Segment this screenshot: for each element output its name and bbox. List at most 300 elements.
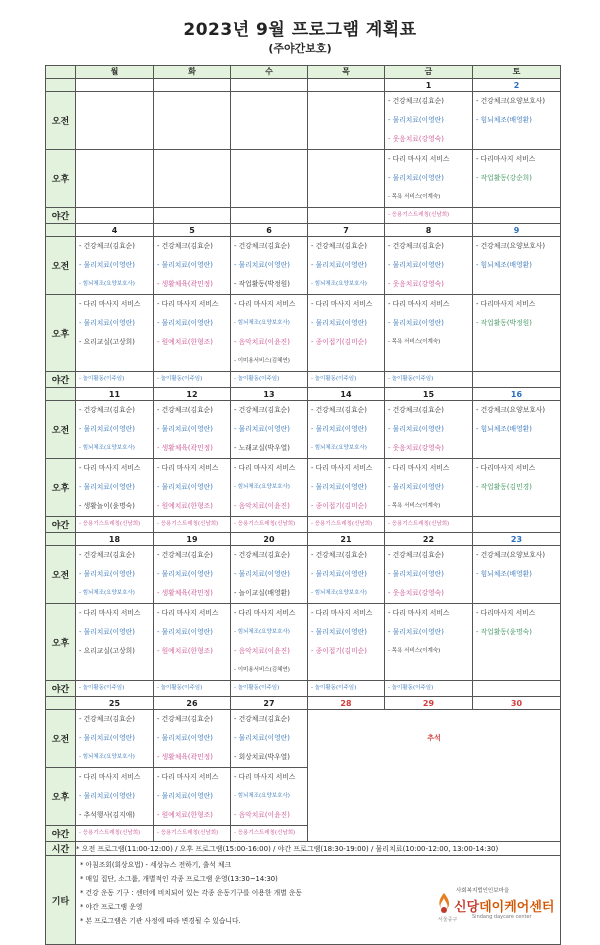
program-cell xyxy=(231,92,308,150)
program-cell xyxy=(473,546,561,604)
program-item: - 다리 마사지 서비스 xyxy=(234,773,296,781)
program-cell xyxy=(308,459,385,517)
empty-slot xyxy=(311,111,384,130)
etc-row xyxy=(46,856,561,945)
empty-slot xyxy=(234,150,307,169)
slot-label-am: 오전 xyxy=(46,710,76,768)
date-cell: 7 xyxy=(308,224,385,237)
night-program xyxy=(476,681,560,696)
program-cell xyxy=(76,459,154,517)
program-item: - 건강체크(김효순) xyxy=(157,406,213,414)
night-program: - 응용기스트레칭(신남희) xyxy=(234,830,296,836)
weekday-header-row xyxy=(46,66,561,79)
logo-organization: 사회복지법인인보마을 xyxy=(456,888,510,894)
empty-slot xyxy=(311,150,384,169)
empty-slot xyxy=(476,275,560,294)
pm-row xyxy=(46,604,561,681)
date-cell: 30 xyxy=(473,697,561,710)
program-cell xyxy=(473,295,561,372)
program-cell xyxy=(154,517,231,533)
empty-slot xyxy=(311,188,384,207)
program-cell xyxy=(154,768,231,826)
program-cell xyxy=(231,150,308,208)
program-cell xyxy=(308,546,385,604)
program-item: - 물리치료(이영란) xyxy=(157,425,213,433)
program-item: - 목욕 서비스(이계숙) xyxy=(388,194,441,200)
date-cell: 25 xyxy=(76,697,154,710)
program-item: - 물리치료(이영란) xyxy=(79,734,135,742)
program-item: - 물리치료(이영란) xyxy=(79,483,135,491)
program-item: - 종이접기(김미순) xyxy=(311,502,367,510)
night-program xyxy=(79,208,153,223)
program-item: - 다리 마사지 서비스 xyxy=(234,464,296,472)
program-item: - 원예치료(한형조) xyxy=(157,647,213,655)
program-item: - 생활체육(곽민정) xyxy=(157,589,213,597)
program-item: - 건강체크(김효순) xyxy=(311,551,367,559)
program-item: - 작업활동(윤명숙) xyxy=(476,628,532,636)
program-item: - 생활놀이(윤명숙) xyxy=(79,502,135,510)
program-cell xyxy=(154,681,231,697)
night-program xyxy=(476,208,560,223)
date-row xyxy=(46,388,561,401)
program-item: - 힘뇌체조(요양보호사) xyxy=(234,629,290,635)
program-cell xyxy=(473,92,561,150)
program-item: - 힘뇌체조(배영환) xyxy=(476,425,532,433)
date-cell: 23 xyxy=(473,533,561,546)
slot-label-am: 오전 xyxy=(46,401,76,459)
empty-slot xyxy=(476,584,560,603)
page-subtitle: (주야간보호) xyxy=(268,42,332,55)
program-item: - 물리치료(이영란) xyxy=(388,116,444,124)
program-cell xyxy=(308,237,385,295)
night-program: - 놀이활동(이주임) xyxy=(79,685,125,691)
program-cell xyxy=(76,546,154,604)
program-item: - 웃음치료(강영숙) xyxy=(388,444,444,452)
program-item: - 다리마사지 서비스 xyxy=(476,155,536,163)
program-item: - 다리 마사지 서비스 xyxy=(388,300,450,308)
program-cell xyxy=(385,150,473,208)
program-cell xyxy=(473,401,561,459)
program-item: - 다리 마사지 서비스 xyxy=(79,300,141,308)
program-item: - 생활체육(곽민정) xyxy=(157,280,213,288)
pm-row xyxy=(46,295,561,372)
program-item: - 물리치료(이영란) xyxy=(157,570,213,578)
program-item: - 물리치료(이영란) xyxy=(388,261,444,269)
night-program: - 응용기스트레칭(신남희) xyxy=(388,212,450,218)
program-item: - 물리치료(이영란) xyxy=(234,734,290,742)
empty-slot xyxy=(476,130,560,149)
program-cell xyxy=(231,546,308,604)
empty-slot xyxy=(476,439,560,458)
date-cell: 12 xyxy=(154,388,231,401)
date-cell: 20 xyxy=(231,533,308,546)
program-item: - 다리마사지 서비스 xyxy=(476,609,536,617)
program-item: - 물리치료(이영란) xyxy=(388,628,444,636)
program-cell xyxy=(308,92,385,150)
program-cell xyxy=(308,295,385,372)
night-program xyxy=(476,372,560,387)
weekday-header: 목 xyxy=(308,66,385,79)
program-cell xyxy=(76,681,154,697)
program-item: - 음악치료(이윤진) xyxy=(234,502,290,510)
date-cell xyxy=(154,79,231,92)
program-item: - 건강체크(김효순) xyxy=(234,715,290,723)
program-item: - 건강체크(김효순) xyxy=(79,242,135,250)
empty-slot xyxy=(79,92,153,111)
slot-label-am: 오전 xyxy=(46,92,76,150)
night-row xyxy=(46,681,561,697)
program-item: - 힘뇌체조(배영환) xyxy=(476,261,532,269)
night-row xyxy=(46,372,561,388)
program-item: - 다리 마사지 서비스 xyxy=(157,300,219,308)
etc-line: * 야간 프로그램 운영 xyxy=(80,903,143,911)
program-cell xyxy=(385,517,473,533)
etc-cell xyxy=(76,856,561,945)
program-cell xyxy=(473,681,561,697)
program-item: - 다리마사지 서비스 xyxy=(476,464,536,472)
program-item: - 다리 마사지 서비스 xyxy=(79,464,141,472)
empty-slot xyxy=(157,150,230,169)
program-item: - 건강체크(김효순) xyxy=(157,551,213,559)
program-item: - 물리치료(이영란) xyxy=(157,261,213,269)
date-cell: 16 xyxy=(473,388,561,401)
empty-slot xyxy=(79,150,153,169)
program-item: - 종이접기(김미순) xyxy=(311,647,367,655)
program-item: - 원예치료(한형조) xyxy=(157,338,213,346)
night-program: - 놀이활동(이주임) xyxy=(388,685,434,691)
slot-label-night: 야간 xyxy=(46,681,76,697)
program-item: - 웃음치료(강영숙) xyxy=(388,589,444,597)
program-item: - 물리치료(이영란) xyxy=(157,792,213,800)
program-item: - 물리치료(이영란) xyxy=(388,425,444,433)
date-cell: 8 xyxy=(385,224,473,237)
program-item: - 놀이교실(배영환) xyxy=(234,589,290,597)
program-item: - 힘뇌체조(배영환) xyxy=(476,570,532,578)
date-cell: 15 xyxy=(385,388,473,401)
program-item: - 힘뇌체조(요양보호사) xyxy=(311,445,367,451)
program-cell xyxy=(154,826,231,842)
program-cell xyxy=(231,710,308,768)
empty-slot xyxy=(157,169,230,188)
program-item: - 힘뇌체조(요양보호사) xyxy=(234,793,290,799)
program-cell xyxy=(154,401,231,459)
program-item: - 힘뇌체조(요양보호사) xyxy=(234,484,290,490)
empty-slot xyxy=(234,188,307,207)
night-program: - 응용기스트레칭(신남희) xyxy=(157,830,219,836)
etc-line: * 아침조회(회상요법) - 세상뉴스 전하기, 출석 체크 xyxy=(80,861,232,869)
date-row-label xyxy=(46,697,76,710)
program-item: - 다리 마사지 서비스 xyxy=(157,464,219,472)
program-cell xyxy=(231,401,308,459)
program-cell xyxy=(231,517,308,533)
program-cell xyxy=(385,295,473,372)
program-item: - 물리치료(이영란) xyxy=(311,425,367,433)
program-item: - 다리 마사지 서비스 xyxy=(311,609,373,617)
slot-label-pm: 오후 xyxy=(46,604,76,681)
program-cell xyxy=(154,546,231,604)
program-item: - 목욕 서비스(이계숙) xyxy=(388,648,441,654)
program-cell xyxy=(231,768,308,826)
program-item: - 이미용서비스(김혜연) xyxy=(234,358,290,364)
empty-slot xyxy=(79,111,153,130)
program-cell xyxy=(385,208,473,224)
program-cell xyxy=(385,401,473,459)
program-cell xyxy=(76,517,154,533)
program-cell xyxy=(76,92,154,150)
empty-slot xyxy=(234,111,307,130)
program-cell xyxy=(76,826,154,842)
slot-label-night: 야간 xyxy=(46,517,76,533)
weekday-header: 토 xyxy=(473,66,561,79)
empty-slot xyxy=(157,188,230,207)
program-cell xyxy=(231,372,308,388)
slot-label-pm: 오후 xyxy=(46,459,76,517)
time-info: * 오전 프로그램(11:00-12:00) / 오후 프로그램(15:00-16:00) / 야간 프로그램(18:30-19:00) / 물리치료(10:00-12:00, 13:00-14:30) xyxy=(76,842,561,856)
program-item: - 물리치료(이영란) xyxy=(388,483,444,491)
program-item: - 건강체크(김효순) xyxy=(79,551,135,559)
am-row xyxy=(46,401,561,459)
program-cell xyxy=(154,150,231,208)
slot-label-am: 오전 xyxy=(46,546,76,604)
night-program: - 응용기스트레칭(신남희) xyxy=(157,521,219,527)
program-cell xyxy=(385,237,473,295)
program-cell xyxy=(473,237,561,295)
weekday-header: 수 xyxy=(231,66,308,79)
program-item: - 원예치료(한형조) xyxy=(157,811,213,819)
program-item: - 다리 마사지 서비스 xyxy=(157,773,219,781)
logo-name xyxy=(454,896,554,915)
program-cell xyxy=(308,401,385,459)
program-item: - 물리치료(이영란) xyxy=(79,570,135,578)
program-item: - 물리치료(이영란) xyxy=(79,425,135,433)
program-item: - 회상치료(박우열) xyxy=(234,753,290,761)
program-item: - 다리 마사지 서비스 xyxy=(79,773,141,781)
program-item: - 다리 마사지 서비스 xyxy=(234,300,296,308)
empty-slot xyxy=(234,130,307,149)
program-cell xyxy=(231,459,308,517)
program-cell xyxy=(154,237,231,295)
program-cell xyxy=(154,710,231,768)
empty-slot xyxy=(157,111,230,130)
time-label: 시간 xyxy=(46,842,76,856)
program-item: - 노래교실(박우열) xyxy=(234,444,290,452)
program-cell xyxy=(154,459,231,517)
program-item: - 원예치료(한형조) xyxy=(157,502,213,510)
empty-slot xyxy=(79,188,153,207)
schedule-table xyxy=(45,65,561,945)
program-item: - 힘뇌체조(요양보호사) xyxy=(79,445,135,451)
program-cell xyxy=(76,295,154,372)
program-cell xyxy=(473,208,561,224)
empty-slot xyxy=(157,92,230,111)
program-item: - 음악치료(이윤진) xyxy=(234,647,290,655)
night-program xyxy=(311,208,384,223)
empty-slot xyxy=(311,92,384,111)
program-cell xyxy=(76,768,154,826)
date-row xyxy=(46,224,561,237)
date-row-label xyxy=(46,224,76,237)
program-item: - 건강체크(김효순) xyxy=(311,406,367,414)
slot-label-am: 오전 xyxy=(46,237,76,295)
date-cell: 1 xyxy=(385,79,473,92)
program-item: - 다리 마사지 서비스 xyxy=(157,609,219,617)
program-item: - 힘뇌체조(요양보호사) xyxy=(79,590,135,596)
etc-line: * 건강 운동 기구 : 센터에 비치되어 있는 각종 운동기구를 이용한 개별 운동 xyxy=(80,889,303,897)
date-row-label xyxy=(46,533,76,546)
program-item: - 웃음치료(강영숙) xyxy=(388,280,444,288)
date-cell: 11 xyxy=(76,388,154,401)
program-item: - 건강체크(김효순) xyxy=(311,242,367,250)
program-item: - 물리치료(이영란) xyxy=(234,570,290,578)
program-cell xyxy=(231,295,308,372)
date-row xyxy=(46,79,561,92)
empty-slot xyxy=(476,497,560,516)
empty-slot xyxy=(311,169,384,188)
logo-city: 서울중구 xyxy=(438,917,458,923)
am-row xyxy=(46,546,561,604)
center-logo xyxy=(430,882,555,928)
program-cell xyxy=(308,604,385,681)
program-cell xyxy=(154,295,231,372)
program-cell xyxy=(473,459,561,517)
program-cell xyxy=(76,208,154,224)
night-program: - 응용기스트레칭(신남희) xyxy=(388,521,450,527)
program-item: - 물리치료(이영란) xyxy=(157,319,213,327)
empty-slot xyxy=(476,188,560,207)
program-item: - 물리치료(이영란) xyxy=(79,792,135,800)
program-item: - 요리교실(고상희) xyxy=(79,647,135,655)
am-row xyxy=(46,92,561,150)
etc-label: 기타 xyxy=(46,856,76,945)
program-item: - 건강체크(요양보호사) xyxy=(476,551,546,559)
program-cell xyxy=(308,150,385,208)
night-program: - 응용기스트레칭(신남희) xyxy=(234,521,296,527)
date-cell: 29 xyxy=(385,697,473,710)
date-cell xyxy=(308,79,385,92)
slot-label-pm: 오후 xyxy=(46,150,76,208)
program-item: - 물리치료(이영란) xyxy=(79,319,135,327)
night-row xyxy=(46,208,561,224)
night-program: - 놀이활동(이주임) xyxy=(388,376,434,382)
program-item: - 이미용서비스(김혜연) xyxy=(234,667,290,673)
program-cell xyxy=(308,208,385,224)
program-cell xyxy=(154,604,231,681)
program-cell xyxy=(385,372,473,388)
date-row-label xyxy=(46,388,76,401)
empty-slot xyxy=(79,169,153,188)
program-cell xyxy=(385,546,473,604)
night-program: - 놀이활동(이주임) xyxy=(311,685,357,691)
program-item: - 건강체크(김효순) xyxy=(388,97,444,105)
weekday-header: 금 xyxy=(385,66,473,79)
empty-slot xyxy=(476,333,560,352)
program-item: - 건강체크(김효순) xyxy=(157,242,213,250)
program-item: - 다리 마사지 서비스 xyxy=(234,609,296,617)
program-item: - 작업활동(김민경) xyxy=(476,483,532,491)
program-item: - 건강체크(김효순) xyxy=(388,242,444,250)
night-program: - 놀이활동(이주임) xyxy=(157,376,203,382)
program-item: - 생활체육(곽민정) xyxy=(157,753,213,761)
date-cell: 4 xyxy=(76,224,154,237)
night-program xyxy=(234,208,307,223)
program-item: - 건강체크(요양보호사) xyxy=(476,406,546,414)
program-item: - 건강체크(요양보호사) xyxy=(476,242,546,250)
program-item: - 물리치료(이영란) xyxy=(311,628,367,636)
etc-line: * 본 프로그램은 기관 사정에 따라 변경될 수 있습니다. xyxy=(80,917,241,925)
program-item: - 힘뇌체조(배영환) xyxy=(476,116,532,124)
program-item: - 생활체육(곽민정) xyxy=(157,444,213,452)
date-cell: 19 xyxy=(154,533,231,546)
pm-row xyxy=(46,459,561,517)
logo-name-sub: 데이케어센터 xyxy=(479,900,555,915)
program-item: - 목욕 서비스(이계숙) xyxy=(388,339,441,345)
flame-logo-icon xyxy=(436,892,452,914)
program-item: - 건강체크(김효순) xyxy=(79,715,135,723)
program-item: - 다리마사지 서비스 xyxy=(476,300,536,308)
program-cell xyxy=(76,604,154,681)
slot-label-pm: 오후 xyxy=(46,295,76,372)
program-item: - 건강체크(요양보호사) xyxy=(476,97,546,105)
header-corner xyxy=(46,66,76,79)
program-item: - 다리 마사지 서비스 xyxy=(311,464,373,472)
program-item: - 힘뇌체조(요양보호사) xyxy=(79,281,135,287)
weekday-header: 월 xyxy=(76,66,154,79)
program-item: - 물리치료(이영란) xyxy=(311,319,367,327)
empty-slot xyxy=(234,169,307,188)
logo-name-main: 신당 xyxy=(454,900,480,915)
date-cell xyxy=(231,79,308,92)
program-item: - 음악치료(이윤진) xyxy=(234,338,290,346)
program-item: - 건강체크(김효순) xyxy=(234,551,290,559)
program-cell xyxy=(231,681,308,697)
empty-slot xyxy=(311,130,384,149)
program-item: - 종이접기(김미순) xyxy=(311,338,367,346)
program-item: - 작업활동(강순희) xyxy=(476,174,532,182)
night-row xyxy=(46,517,561,533)
date-row-label xyxy=(46,79,76,92)
slot-label-pm: 오후 xyxy=(46,768,76,826)
program-cell xyxy=(385,604,473,681)
night-program: - 응용기스트레칭(신남희) xyxy=(79,521,141,527)
program-cell xyxy=(231,208,308,224)
weekday-header: 화 xyxy=(154,66,231,79)
program-cell xyxy=(231,826,308,842)
night-program: - 놀이활동(이주임) xyxy=(234,376,280,382)
program-cell xyxy=(473,372,561,388)
holiday-cell xyxy=(308,710,561,842)
page-title: 2023년 9월 프로그램 계획표 xyxy=(183,20,417,40)
program-item: - 다리 마사지 서비스 xyxy=(388,155,450,163)
date-cell: 5 xyxy=(154,224,231,237)
holiday-label: 추석 xyxy=(427,734,441,742)
program-item: - 다리 마사지 서비스 xyxy=(79,609,141,617)
program-cell xyxy=(76,401,154,459)
night-program: - 놀이활동(이주임) xyxy=(79,376,125,382)
date-cell: 14 xyxy=(308,388,385,401)
program-item: - 물리치료(이영란) xyxy=(157,483,213,491)
program-cell xyxy=(231,604,308,681)
program-item: - 물리치료(이영란) xyxy=(388,174,444,182)
program-cell xyxy=(76,710,154,768)
slot-label-night: 야간 xyxy=(46,372,76,388)
program-item: - 물리치료(이영란) xyxy=(311,570,367,578)
program-cell xyxy=(308,372,385,388)
slot-label-night: 야간 xyxy=(46,826,76,842)
program-item: - 추석행사(김지애) xyxy=(79,811,135,819)
night-program: - 놀이활동(이주임) xyxy=(234,685,280,691)
program-item: - 물리치료(이영란) xyxy=(311,261,367,269)
pm-row xyxy=(46,150,561,208)
